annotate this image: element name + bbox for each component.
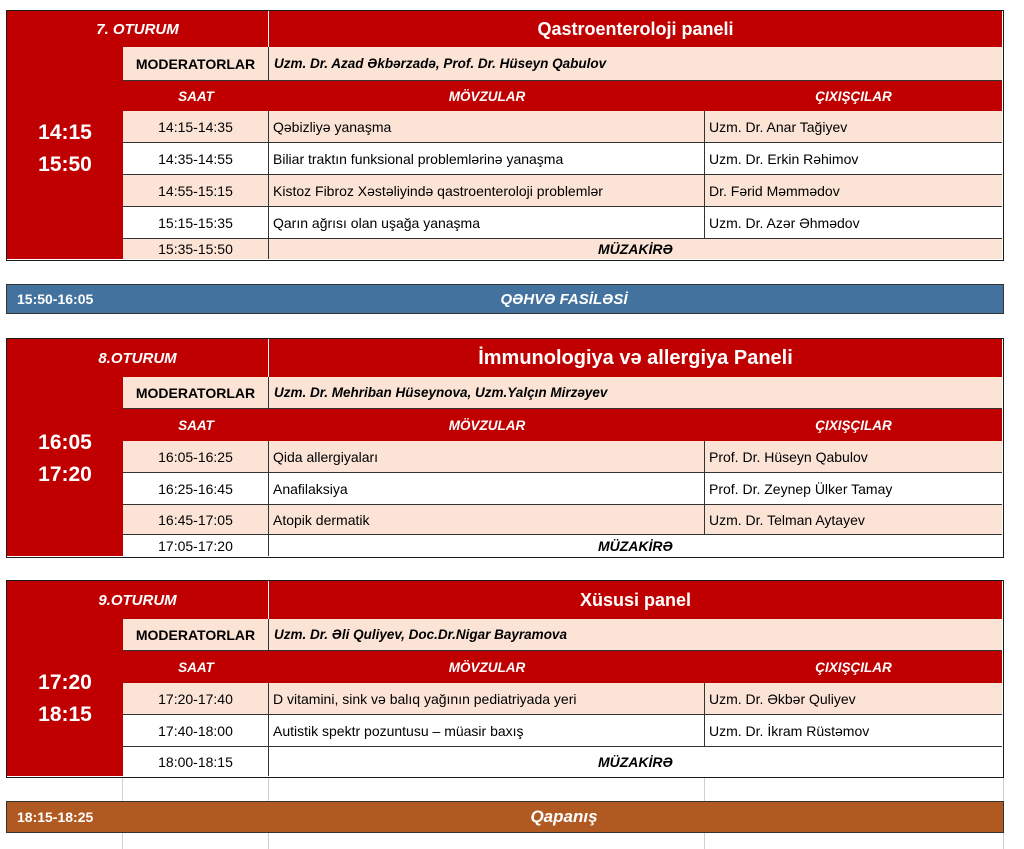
row-speaker: Prof. Dr. Hüseyn Qabulov (705, 441, 1002, 473)
session-title: İmmunologiya və allergiya Paneli (269, 339, 1002, 377)
row-speaker: Uzm. Dr. Əkbər Quliyev (705, 683, 1002, 715)
row-speaker: Uzm. Dr. Anar Tağiyev (705, 111, 1002, 143)
row-topic: Qida allergiyaları (269, 441, 705, 473)
discussion-label: MÜZAKİRƏ (269, 535, 1002, 556)
session-start-time: 16:05 (38, 431, 92, 454)
row-topic: D vitamini, sink və balıq yağının pediatriyada yeri (269, 683, 705, 715)
row-topic: Atopik dermatik (269, 505, 705, 535)
time-column-header: SAAT (123, 651, 269, 683)
session-number: 7. OTURUM (7, 11, 269, 47)
row-topic: Qarın ağrısı olan uşağa yanaşma (269, 207, 705, 239)
session-title: Qastroenteroloji paneli (269, 11, 1002, 47)
moderators-names: Uzm. Dr. Azad Əkbərzadə, Prof. Dr. Hüseyn Qabulov (269, 47, 1002, 81)
coffee-break-band (6, 284, 1004, 314)
row-time: 14:15-14:35 (123, 111, 269, 143)
session-title: Xüsusi panel (269, 581, 1002, 619)
topics-column-header: MÖVZULAR (269, 409, 705, 441)
row-time: 16:45-17:05 (123, 505, 269, 535)
discussion-label: MÜZAKİRƏ (269, 239, 1002, 259)
time-column-header: SAAT (123, 409, 269, 441)
coffee-break-label: QƏHVƏ FASİLƏSİ (500, 290, 628, 308)
row-topic: Biliar traktın funksional problemlərinə yanaşma (269, 143, 705, 175)
session-number: 8.OTURUM (7, 339, 269, 377)
row-time: 14:35-14:55 (123, 143, 269, 175)
row-speaker: Dr. Fərid Məmmədov (705, 175, 1002, 207)
row-time: 15:15-15:35 (123, 207, 269, 239)
row-speaker: Uzm. Dr. Telman Aytayev (705, 505, 1002, 535)
session-start-time: 14:15 (38, 121, 92, 144)
moderators-names: Uzm. Dr. Mehriban Hüseynova, Uzm.Yalçın Mirzəyev (269, 377, 1002, 409)
row-topic: Qəbizliyə yanaşma (269, 111, 705, 143)
moderators-label: MODERATORLAR (123, 377, 269, 409)
session-time-column (7, 47, 123, 259)
row-speaker: Uzm. Dr. İkram Rüstəmov (705, 715, 1002, 747)
closing-time: 18:15-18:25 (17, 809, 94, 825)
row-topic: Kistoz Fibroz Xəstəliyində qastroenteroloji problemlər (269, 175, 705, 207)
speakers-column-header: ÇIXIŞÇILAR (705, 409, 1002, 441)
row-time: 18:00-18:15 (123, 747, 269, 776)
row-speaker: Uzm. Dr. Azər Əhmədov (705, 207, 1002, 239)
closing-band (6, 801, 1004, 833)
row-topic: Autistik spektr pozuntusu – müasir baxış (269, 715, 705, 747)
session-9-block (6, 580, 1004, 778)
row-time: 14:55-15:15 (123, 175, 269, 207)
session-end-time: 18:15 (38, 703, 92, 726)
row-time: 17:05-17:20 (123, 535, 269, 556)
moderators-names: Uzm. Dr. Əli Quliyev, Doc.Dr.Nigar Bayramova (269, 619, 1002, 651)
speakers-column-header: ÇIXIŞÇILAR (705, 651, 1002, 683)
row-time: 17:40-18:00 (123, 715, 269, 747)
session-start-time: 17:20 (38, 671, 92, 694)
session-end-time: 15:50 (38, 153, 92, 176)
session-7-block (6, 10, 1004, 261)
topics-column-header: MÖVZULAR (269, 651, 705, 683)
moderators-label: MODERATORLAR (123, 47, 269, 81)
row-speaker: Uzm. Dr. Erkin Rəhimov (705, 143, 1002, 175)
coffee-break-time: 15:50-16:05 (17, 291, 94, 307)
row-time: 15:35-15:50 (123, 239, 269, 259)
topics-column-header: MÖVZULAR (269, 81, 705, 111)
session-end-time: 17:20 (38, 463, 92, 486)
row-topic: Anafilaksiya (269, 473, 705, 505)
row-time: 17:20-17:40 (123, 683, 269, 715)
session-number: 9.OTURUM (7, 581, 269, 619)
row-time: 16:05-16:25 (123, 441, 269, 473)
session-time-column (7, 619, 123, 776)
discussion-label: MÜZAKİRƏ (269, 747, 1002, 776)
session-8-block (6, 338, 1004, 558)
session-time-column (7, 377, 123, 556)
closing-label: Qapanış (530, 807, 598, 826)
speakers-column-header: ÇIXIŞÇILAR (705, 81, 1002, 111)
row-time: 16:25-16:45 (123, 473, 269, 505)
row-speaker: Prof. Dr. Zeynep Ülker Tamay (705, 473, 1002, 505)
moderators-label: MODERATORLAR (123, 619, 269, 651)
time-column-header: SAAT (123, 81, 269, 111)
